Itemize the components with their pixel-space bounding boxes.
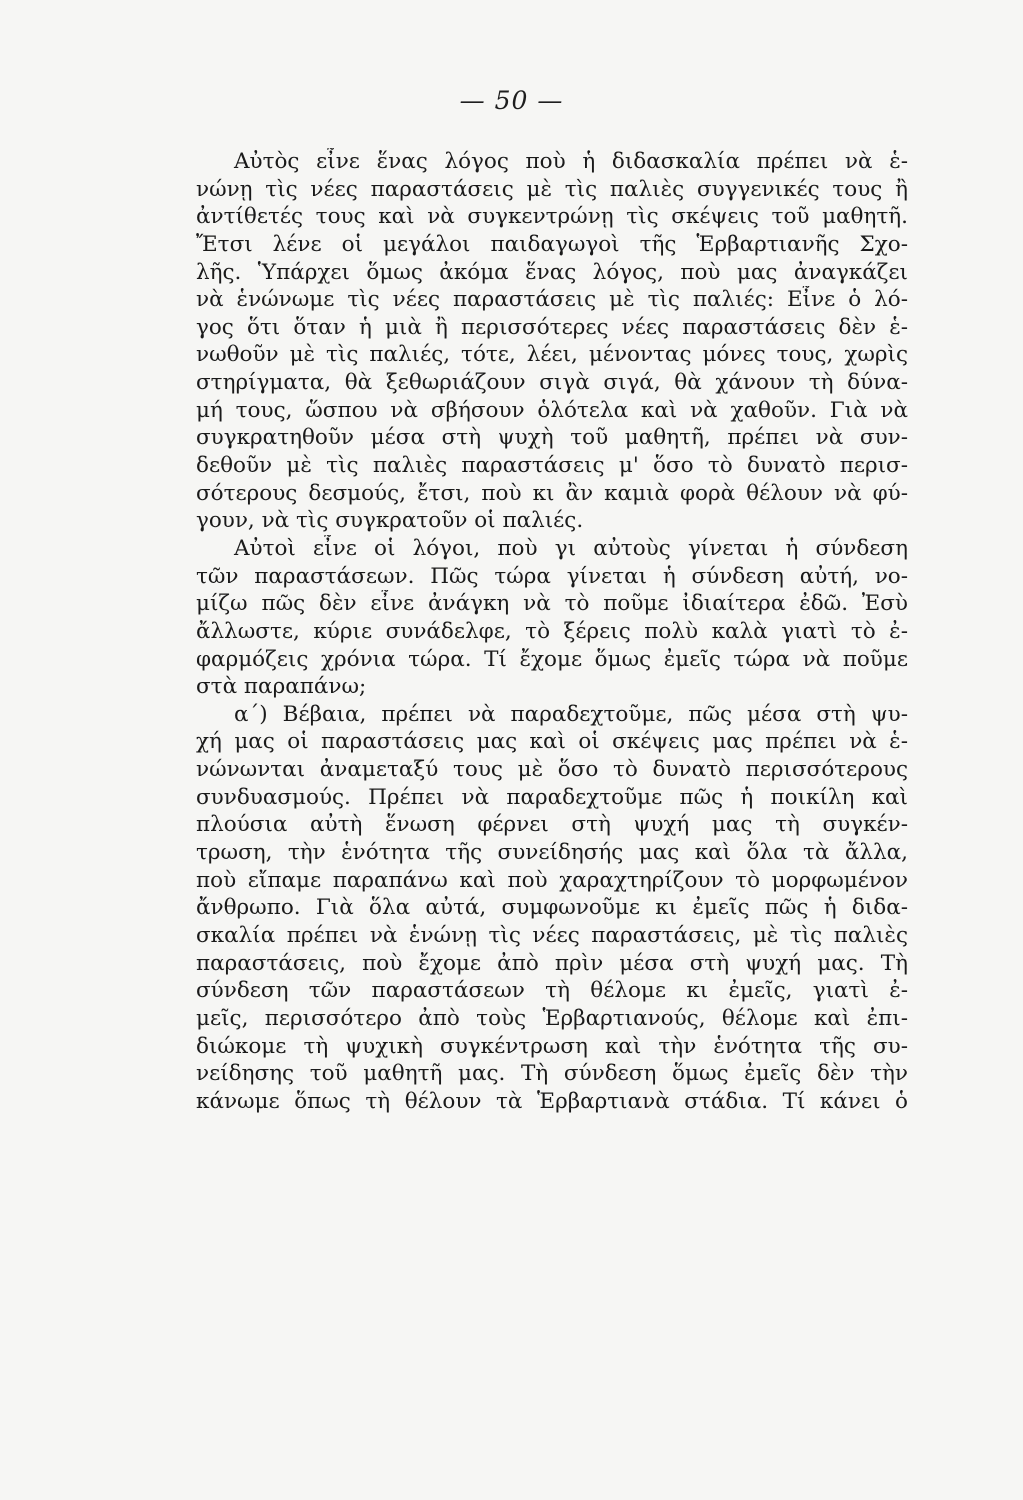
text-line: νώνῃ τὶς νέες παραστάσεις μὲ τὶς παλιὲς συγγενικές τους ἢ [196, 176, 908, 202]
text-line: Ἔτσι λένε οἱ μεγάλοι παιδαγωγοὶ τῆς Ἑρβαρτιανῆς Σχο- [196, 231, 908, 257]
text-line: μεῖς, περισσότερο ἀπὸ τοὺς Ἑρβαρτιανούς, θέλομε καὶ ἐπι- [196, 1005, 908, 1031]
text-line: τῶν παραστάσεων. Πῶς τώρα γίνεται ἡ σύνδεση αὐτή, νο- [196, 563, 908, 589]
text-line: λῆς. Ὑπάρχει ὅμως ἀκόμα ἕνας λόγος, ποὺ μας ἀναγκάζει [196, 259, 908, 285]
text-line: στηρίγματα, θὰ ξεθωριάζουν σιγὰ σιγά, θὰ χάνουν τὴ δύνα- [196, 370, 908, 396]
text-line: σκαλία πρέπει νὰ ἑνώνῃ τὶς νέες παραστάσεις, μὲ τὶς παλιὲς [196, 922, 908, 948]
text-line: ποὺ εἴπαμε παραπάνω καὶ ποὺ χαραχτηρίζουν τὸ μορφωμένον [196, 867, 908, 893]
text-line: τρωση, τὴν ἑνότητα τῆς συνείδησής μας καὶ ὅλα τὰ ἄλλα, [196, 840, 908, 866]
text-line: φαρμόζεις χρόνια τώρα. Τί ἔχομε ὅμως ἐμεῖς τώρα νὰ ποῦμε [196, 646, 908, 672]
text-line: ἀντίθετές τους καὶ νὰ συγκεντρώνῃ τὶς σκέψεις τοῦ μαθητῆ. [196, 204, 908, 230]
text-line: συνδυασμούς. Πρέπει νὰ παραδεχτοῦμε πῶς ἡ ποικίλη καὶ [196, 784, 908, 810]
text-line: Αὐτὸς εἶνε ἕνας λόγος ποὺ ἡ διδασκαλία πρέπει νὰ ἑ- [234, 149, 908, 174]
text-line: δεθοῦν μὲ τὶς παλιὲς παραστάσεις μ' ὅσο τὸ δυνατὸ περισ- [196, 453, 908, 479]
text-line: ἄνθρωπο. Γιὰ ὅλα αὐτά, συμφωνοῦμε κι ἐμεῖς πῶς ἡ διδα- [196, 895, 908, 921]
text-line: σύνδεση τῶν παραστάσεων τὴ θέλομε κι ἐμεῖς, γιατὶ ἐ- [196, 978, 908, 1004]
text-line: διώκομε τὴ ψυχικὴ συγκέντρωση καὶ τὴν ἑνότητα τῆς συ- [196, 1033, 908, 1059]
text-line: συγκρατηθοῦν μέσα στὴ ψυχὴ τοῦ μαθητῆ, πρέπει νὰ συν- [196, 425, 908, 451]
text-line: νείδησης τοῦ μαθητῆ μας. Τὴ σύνδεση ὅμως ἐμεῖς δὲν τὴν [196, 1061, 908, 1087]
text-line: παραστάσεις, ποὺ ἔχομε ἀπὸ πρὶν μέσα στὴ ψυχή μας. Τὴ [196, 950, 908, 976]
text-line: Αὐτοὶ εἶνε οἱ λόγοι, ποὺ γι αὐτοὺς γίνεται ἡ σύνδεση [234, 535, 908, 561]
text-line: μή τους, ὥσπου νὰ σβήσουν ὁλότελα καὶ νὰ χαθοῦν. Γιὰ νὰ [196, 397, 908, 423]
text-line: νὰ ἑνώνωμε τὶς νέες παραστάσεις μὲ τὶς παλιές: Εἶνε ὁ λό- [196, 287, 908, 313]
text-line: γουν, νὰ τὶς συγκρατοῦν οἱ παλιές. [196, 508, 584, 534]
text-line: στὰ παραπάνω; [196, 674, 367, 700]
text-line: νώνωνται ἀναμεταξύ τους μὲ ὅσο τὸ δυνατὸ περισσότερους [196, 757, 908, 783]
text-line: χή μας οἱ παραστάσεις μας καὶ οἱ σκέψεις μας πρέπει νὰ ἑ- [196, 729, 908, 755]
text-line: πλούσια αὐτὴ ἕνωση φέρνει στὴ ψυχή μας τὴ συγκέν- [196, 812, 908, 838]
text-line: α΄) Βέβαια, πρέπει νὰ παραδεχτοῦμε, πῶς μέσα στὴ ψυ- [234, 701, 908, 727]
page-number: — 50 — [459, 86, 564, 115]
text-line: γος ὅτι ὅταν ἡ μιὰ ἢ περισσότερες νέες παραστάσεις δὲν ἑ- [196, 314, 908, 340]
text-line: ἄλλωστε, κύριε συνάδελφε, τὸ ξέρεις πολὺ καλὰ γιατὶ τὸ ἐ- [196, 618, 908, 644]
text-line: σότερους δεσμούς, ἔτσι, ποὺ κι ἂν καμιὰ φορὰ θέλουν νὰ φύ- [196, 480, 908, 506]
text-line: νωθοῦν μὲ τὶς παλιές, τότε, λέει, μένοντας μόνες τους, χωρὶς [196, 342, 908, 368]
text-line: κάνωμε ὅπως τὴ θέλουν τὰ Ἑρβαρτιανὰ στάδια. Τί κάνει ὁ [196, 1088, 908, 1114]
body-text [196, 148, 908, 1115]
text-line: μίζω πῶς δὲν εἶνε ἀνάγκη νὰ τὸ ποῦμε ἰδιαίτερα ἐδῶ. Ἐσὺ [196, 591, 908, 617]
